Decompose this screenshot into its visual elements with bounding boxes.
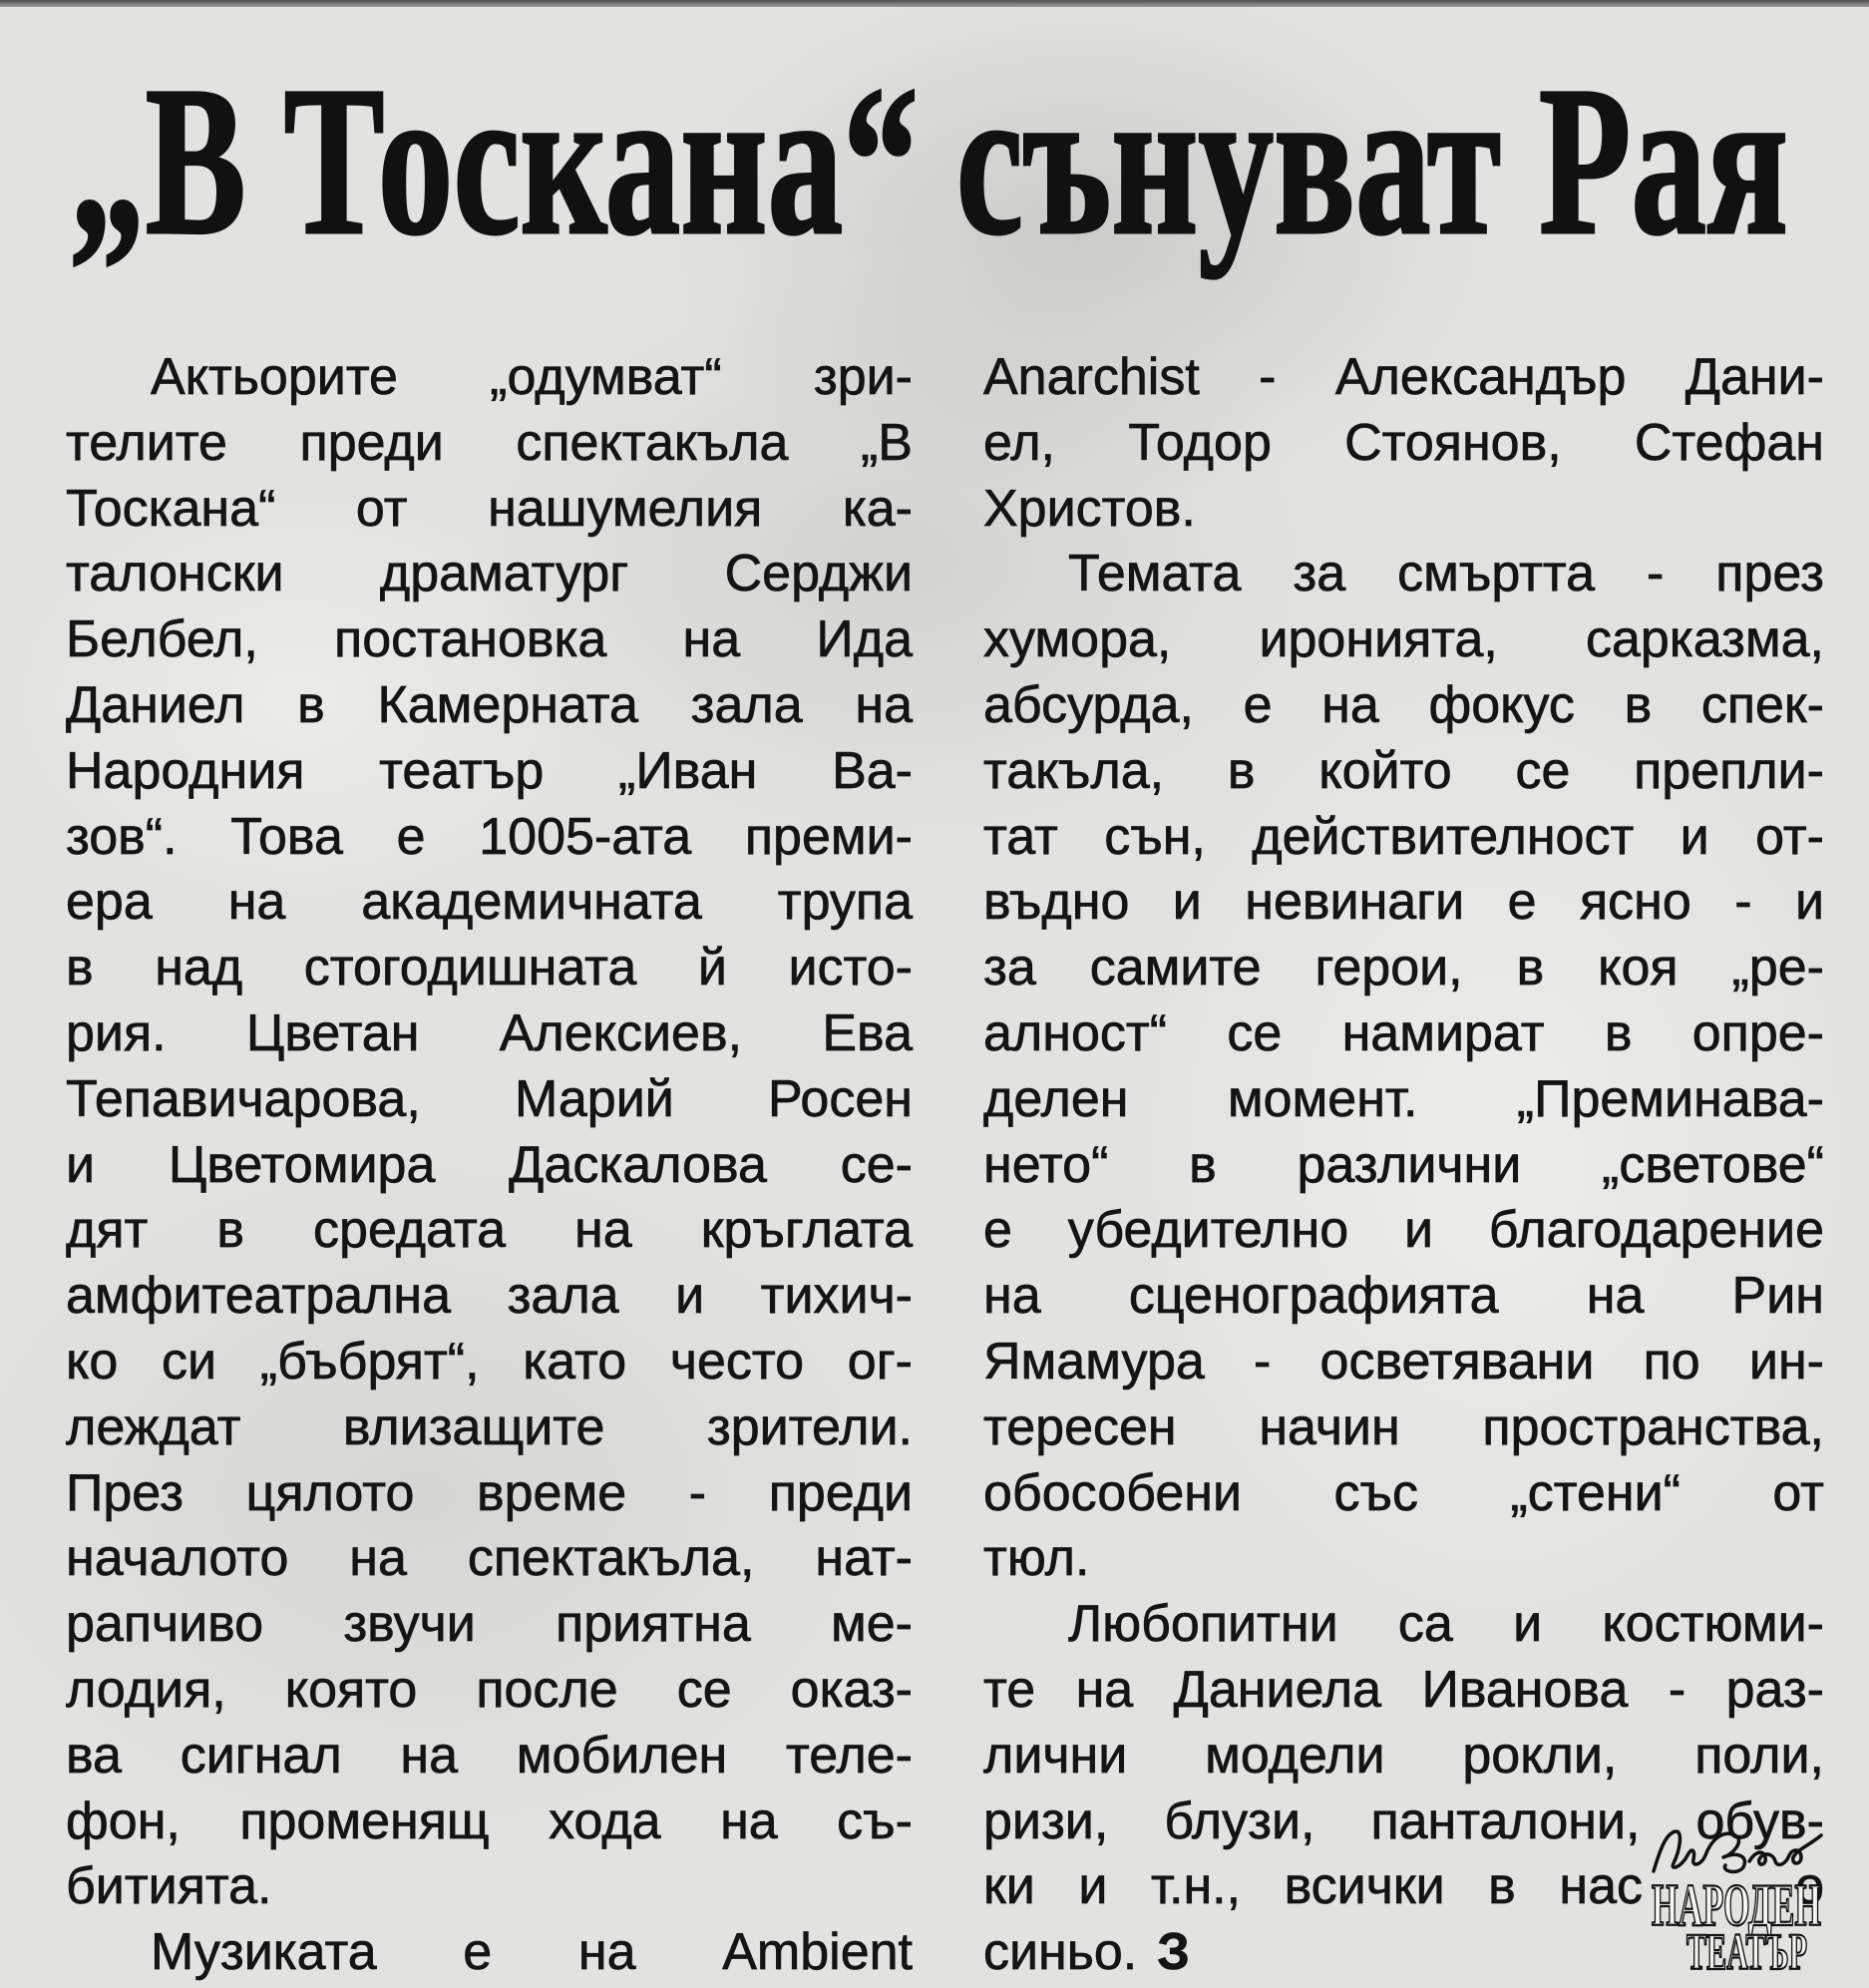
scan-edge xyxy=(0,0,1869,7)
author-initial: З xyxy=(1157,1923,1190,1982)
article-line xyxy=(66,345,913,411)
line-text: рапчиво звучи приятна ме- xyxy=(66,1595,913,1654)
line-text: Христов. xyxy=(983,479,1196,538)
line-text: синьо. xyxy=(983,1923,1138,1982)
line-text: лодия, която после се оказ- xyxy=(66,1660,913,1719)
line-text: хумора, иронията, сарказма, xyxy=(983,610,1824,669)
article-line xyxy=(66,1330,913,1395)
line-text: ризи, блузи, панталони, обув- xyxy=(983,1791,1824,1850)
headline: „В Тоскана“ сънуват Рая xyxy=(70,43,1788,279)
line-text: Даниел в Камерната зала на xyxy=(66,675,913,734)
line-text: абсурда, е на фокус в спек- xyxy=(983,675,1824,734)
line-text: Тоскана“ от нашумелия ка- xyxy=(66,479,913,538)
line-text: Музиката е на Ambient xyxy=(151,1923,913,1982)
line-text: Тепавичарова, Марий Росен xyxy=(66,1069,913,1128)
logo-line-1: НАРОДЕН xyxy=(1652,1872,1821,1938)
article-line xyxy=(66,1854,913,1920)
article-line xyxy=(983,1198,1824,1264)
logo-signature xyxy=(1654,1831,1821,1872)
article-line xyxy=(66,477,913,543)
article-line xyxy=(983,805,1824,871)
article-line xyxy=(983,1658,1824,1724)
article-line xyxy=(983,936,1824,1001)
article-line xyxy=(983,477,1824,543)
article-line xyxy=(66,1658,913,1724)
article-line xyxy=(983,345,1824,411)
line-text: дят в средата на кръглата xyxy=(66,1201,913,1260)
line-tail: о xyxy=(1795,1857,1824,1916)
line-text: телите преди спектакъла „В xyxy=(66,413,913,472)
article-line xyxy=(66,1461,913,1527)
article-line xyxy=(983,542,1824,607)
article-line xyxy=(983,1724,1824,1789)
line-text: ва сигнал на мобилен теле- xyxy=(66,1726,913,1785)
line-text: ел, Тодор Стоянов, Стефан xyxy=(983,413,1824,472)
article-line xyxy=(66,542,913,607)
article-line xyxy=(66,1526,913,1592)
line-text: Народния театър „Иван Ва- xyxy=(66,741,913,800)
line-text: делен момент. „Преминава- xyxy=(983,1069,1824,1128)
line-text: и Цветомира Даскалова се- xyxy=(66,1135,913,1194)
logo-line-2: ТЕАТЪР xyxy=(1686,1924,1807,1975)
line-text: на сценографията на Рин xyxy=(983,1267,1824,1326)
article-line xyxy=(983,1330,1824,1395)
line-text: ки и т.н., всички в нас xyxy=(983,1857,1643,1916)
line-text: ера на академичната трупа xyxy=(66,873,913,932)
article-line xyxy=(983,1133,1824,1199)
line-text: Темата за смъртта - през xyxy=(1068,545,1824,603)
article-line xyxy=(66,936,913,1001)
line-text: нето“ в различни „светове“ xyxy=(983,1135,1824,1194)
line-text: за самите герои, в коя „ре- xyxy=(983,939,1824,997)
article-line xyxy=(66,1789,913,1855)
article-column-right xyxy=(983,345,1824,1986)
line-text: в над стогодишната й исто- xyxy=(66,939,913,997)
article-line xyxy=(66,1724,913,1789)
line-text: талонски драматург Серджи xyxy=(66,545,913,603)
line-text: тересен начин пространства, xyxy=(983,1397,1824,1456)
line-text: обособени със „стени“ от xyxy=(983,1463,1824,1522)
article-line xyxy=(66,1067,913,1133)
line-text: рия. Цветан Алексиев, Ева xyxy=(66,1003,913,1062)
article-line xyxy=(983,1461,1824,1527)
article-line xyxy=(983,1526,1824,1592)
line-text: фон, променящ хода на съ- xyxy=(66,1791,913,1850)
article-line xyxy=(66,1920,913,1986)
article-line xyxy=(66,411,913,477)
line-text: алност“ се намират в опре- xyxy=(983,1003,1824,1062)
article-column-left xyxy=(66,345,913,1986)
line-text: лични модели рокли, поли, xyxy=(983,1726,1824,1785)
line-text: битията. xyxy=(66,1857,272,1916)
article-line xyxy=(983,607,1824,673)
article-line xyxy=(983,1592,1824,1658)
line-text: тюл. xyxy=(983,1529,1090,1588)
line-text: началото на спектакъла, нат- xyxy=(66,1529,913,1588)
line-text: те на Даниела Иванова - раз- xyxy=(983,1660,1824,1719)
article-line xyxy=(66,1592,913,1658)
article-line xyxy=(983,1067,1824,1133)
line-text: Anarchist - Александър Дани- xyxy=(983,348,1824,406)
article-line xyxy=(66,607,913,673)
article-line xyxy=(66,1001,913,1067)
article-line xyxy=(66,805,913,871)
line-text: ко си „бъбрят“, като често ог- xyxy=(66,1332,913,1391)
article-line xyxy=(983,1264,1824,1330)
article-line xyxy=(66,870,913,936)
line-text: е убедително и благодарение xyxy=(983,1201,1824,1260)
line-text: въдно и невинаги е ясно - и xyxy=(983,873,1824,932)
headline-container xyxy=(66,43,1821,279)
line-text: зов“. Това е 1005-ата преми- xyxy=(66,807,913,866)
line-text: Белбел, постановка на Ида xyxy=(66,610,913,669)
article-line xyxy=(983,870,1824,936)
article-line xyxy=(983,739,1824,805)
line-segment xyxy=(983,1854,1643,1920)
article-line xyxy=(66,739,913,805)
article-line xyxy=(66,1198,913,1264)
article-line xyxy=(66,673,913,739)
theatre-logo xyxy=(1646,1821,1827,1975)
article-line xyxy=(983,1001,1824,1067)
line-text: такъла, в който се препли- xyxy=(983,741,1824,800)
line-text: Актьорите „одумват“ зри- xyxy=(151,348,913,406)
article-line xyxy=(983,673,1824,739)
line-text: През цялото време - преди xyxy=(66,1463,913,1522)
line-text: Ямамура - осветявани по ин- xyxy=(983,1332,1824,1391)
article-line xyxy=(983,1395,1824,1461)
article-line xyxy=(983,411,1824,477)
article-line xyxy=(66,1133,913,1199)
theatre-logo-graphic xyxy=(1646,1821,1827,1975)
line-text: амфитеатрална зала и тихич- xyxy=(66,1267,913,1326)
line-text: тат сън, действителност и от- xyxy=(983,807,1824,866)
article-line xyxy=(66,1264,913,1330)
line-text: Любопитни са и костюми- xyxy=(1068,1595,1824,1654)
line-text: леждат влизащите зрители. xyxy=(66,1397,913,1456)
article-line xyxy=(66,1395,913,1461)
